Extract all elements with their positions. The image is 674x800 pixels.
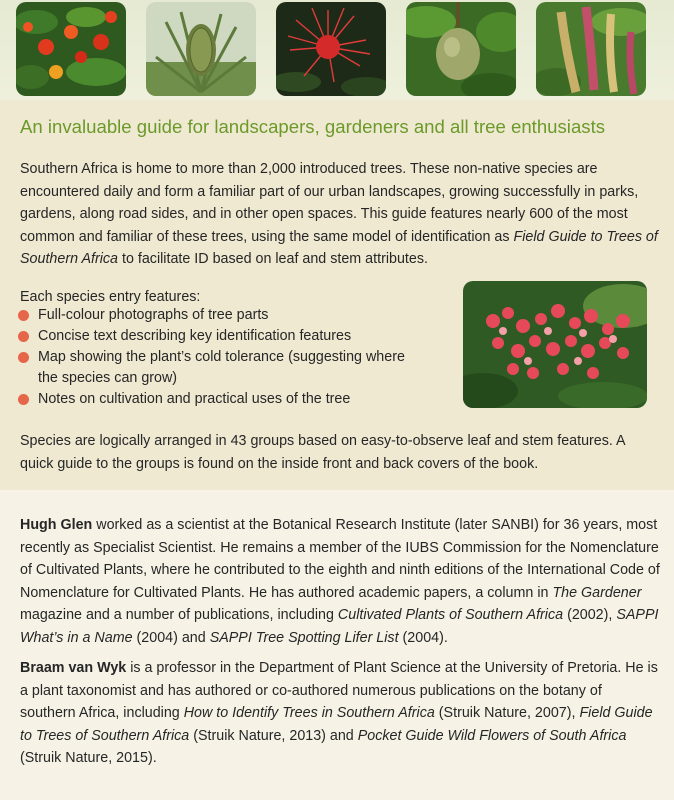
flowering-tree-photo xyxy=(463,281,647,408)
bullet-icon xyxy=(18,394,29,405)
bullet-icon xyxy=(18,331,29,342)
groups-paragraph: Species are logically arranged in 43 groups based on easy-to-observe leaf and stem features. A quick guide to the groups is found on the inside front and back covers of the book. xyxy=(20,433,625,472)
list-item: Notes on cultivation and practical uses of the tree xyxy=(18,389,418,410)
features-title: Each species entry features: xyxy=(20,289,201,305)
green-fruit-photo xyxy=(406,2,516,96)
author-name: Hugh Glen xyxy=(20,517,93,533)
author-bio-glen: Hugh Glen worked as a scientist at the Botanical Research Institute (later SANBI) for 36 years, most recently as Specialist Scientist. He remains a member of the IUBS Commission for the Nomenclature of Cultivated Plants, where he contributed to the eighth and ninth editions of the International Code of Nomenclature for Cultivated Plants. He has authored academic papers, a column in The Gardener magazine and a number of publications, including Cultivated Plants of Southern Africa (2002), SAPPI What’s in a Name (2004) and SAPPI Tree Spotting Lifer List (2004). xyxy=(20,517,660,646)
author-name: Braam van Wyk xyxy=(20,660,127,676)
red-puffball-flower-photo xyxy=(276,2,386,96)
seed-pods-photo xyxy=(536,2,646,96)
list-item: Map showing the plant’s cold tolerance (suggesting where the species can grow) xyxy=(18,347,418,389)
author-bio-vanwyk: Braam van Wyk is a professor in the Department of Plant Science at the University of Pretoria. He is a plant taxonomist and has authored or co-authored numerous publications on the botany of southern Africa, including How to Identify Trees in Southern Africa (Struik Nature, 2007), Field Guide to Trees of Southern Africa (Struik Nature, 2013) and Pocket Guide Wild Flowers of South Africa (Struik Nature, 2015). xyxy=(20,660,658,766)
feature-list xyxy=(18,305,418,410)
list-item: Full-colour photographs of tree parts xyxy=(18,305,418,326)
intro-paragraph: Southern Africa is home to more than 2,000 introduced trees. These non-native species are encountered daily and form a familiar part of our urban landscapes, growing successfully in parks, gardens, along road sides, and in other open spaces. This guide features nearly 600 of the most common and familiar of these trees, using the same model of identification as Field Guide to Trees of Southern Africa to facilitate ID based on leaf and stem attributes. xyxy=(20,161,658,267)
book-title: Field Guide to Trees of Southern Africa xyxy=(20,228,658,267)
red-berry-shrub-photo xyxy=(16,2,126,96)
bullet-icon xyxy=(18,352,29,363)
cycad-cone-photo xyxy=(146,2,256,96)
list-item: Concise text describing key identification features xyxy=(18,326,418,347)
headline: An invaluable guide for landscapers, gardeners and all tree enthusiasts xyxy=(20,116,606,137)
bullet-icon xyxy=(18,310,29,321)
